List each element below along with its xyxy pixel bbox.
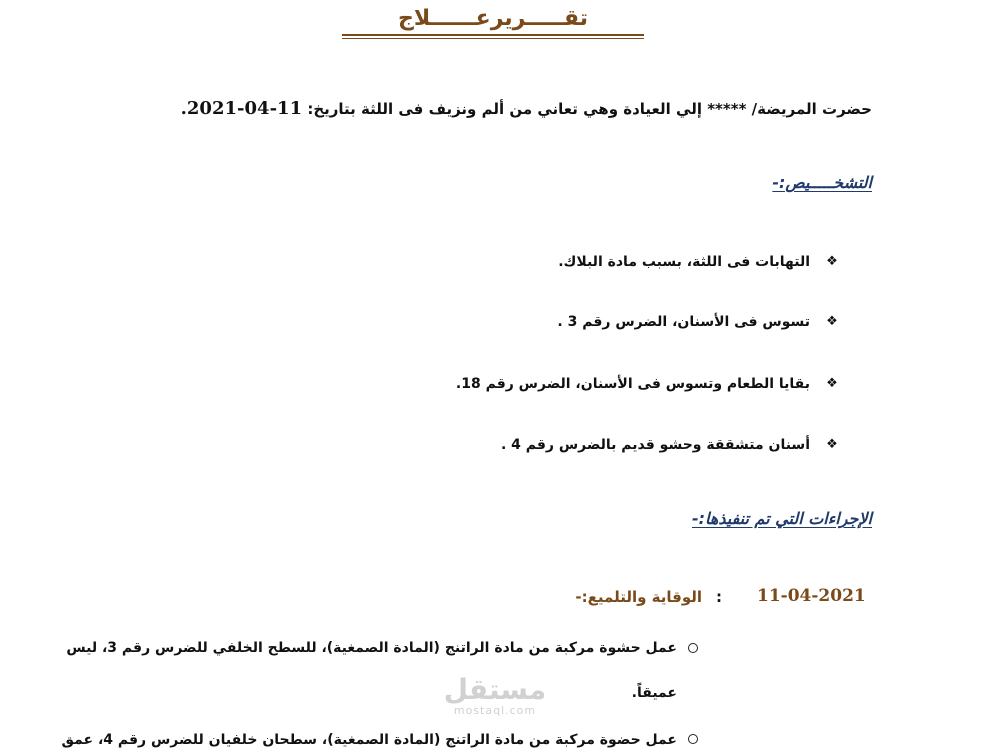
intro-text: حضرت المريضة/ ***** إلي العيادة وهي تعاني من ألم ونزيف فى اللثة بتاريخ: <box>307 100 872 118</box>
intro-date: 11-04-2021. <box>180 98 303 119</box>
report-title: تقـــــريرعــــــلاج <box>397 6 589 31</box>
intro-paragraph <box>181 97 872 121</box>
visit-colon: : <box>716 588 722 606</box>
diamond-bullet-icon: ❖ <box>826 437 838 452</box>
title-underline-secondary <box>342 38 644 39</box>
hollow-circle-bullet-icon <box>688 643 698 653</box>
diamond-bullet-icon: ❖ <box>826 254 838 269</box>
diagnosis-item <box>557 311 840 333</box>
procedure-item-continuation: عميقاً. <box>631 685 677 701</box>
diagnosis-item-text: بقايا الطعام وتسوس فى الأسنان، الضرس رقم 18. <box>455 376 810 392</box>
diagnosis-item <box>558 251 840 273</box>
diagnosis-item <box>501 434 840 456</box>
diagnosis-item <box>456 373 840 395</box>
diamond-bullet-icon: ❖ <box>826 376 838 391</box>
hollow-circle-bullet-icon <box>688 734 698 744</box>
diamond-bullet-icon: ❖ <box>826 314 838 329</box>
diagnosis-item-text: التهابات فى اللثة، بسبب مادة البلاك. <box>558 254 810 270</box>
diagnosis-item-text: أسنان متشققة وحشو قديم بالضرس رقم 4 . <box>500 437 810 453</box>
watermark-logo <box>430 675 560 725</box>
title-underline <box>342 34 644 36</box>
diagnosis-heading: التشخـــــيص:- <box>772 173 872 192</box>
visit-label: الوقاية والتلميع:- <box>575 588 702 606</box>
watermark-sub: mostaql.com <box>453 704 537 717</box>
procedure-item-text: عمل حضوة مركبة من مادة الراتنج (المادة الصمغية)، سطحان خلفيان للضرس رقم 4، عمق <box>61 732 677 748</box>
diagnosis-item-text: تسوس فى الأسنان، الضرس رقم 3 . <box>557 314 810 330</box>
visit-date: 11-04-2021 <box>757 586 866 606</box>
procedure-item-text: عمل حشوة مركبة من مادة الراتنج (المادة الصمغية)، للسطح الخلفي للضرس رقم 3، ليس <box>66 640 677 656</box>
procedures-heading: الإجراءات التي تم تنفيذها:- <box>691 509 872 528</box>
watermark-main: مستقل <box>443 673 547 706</box>
